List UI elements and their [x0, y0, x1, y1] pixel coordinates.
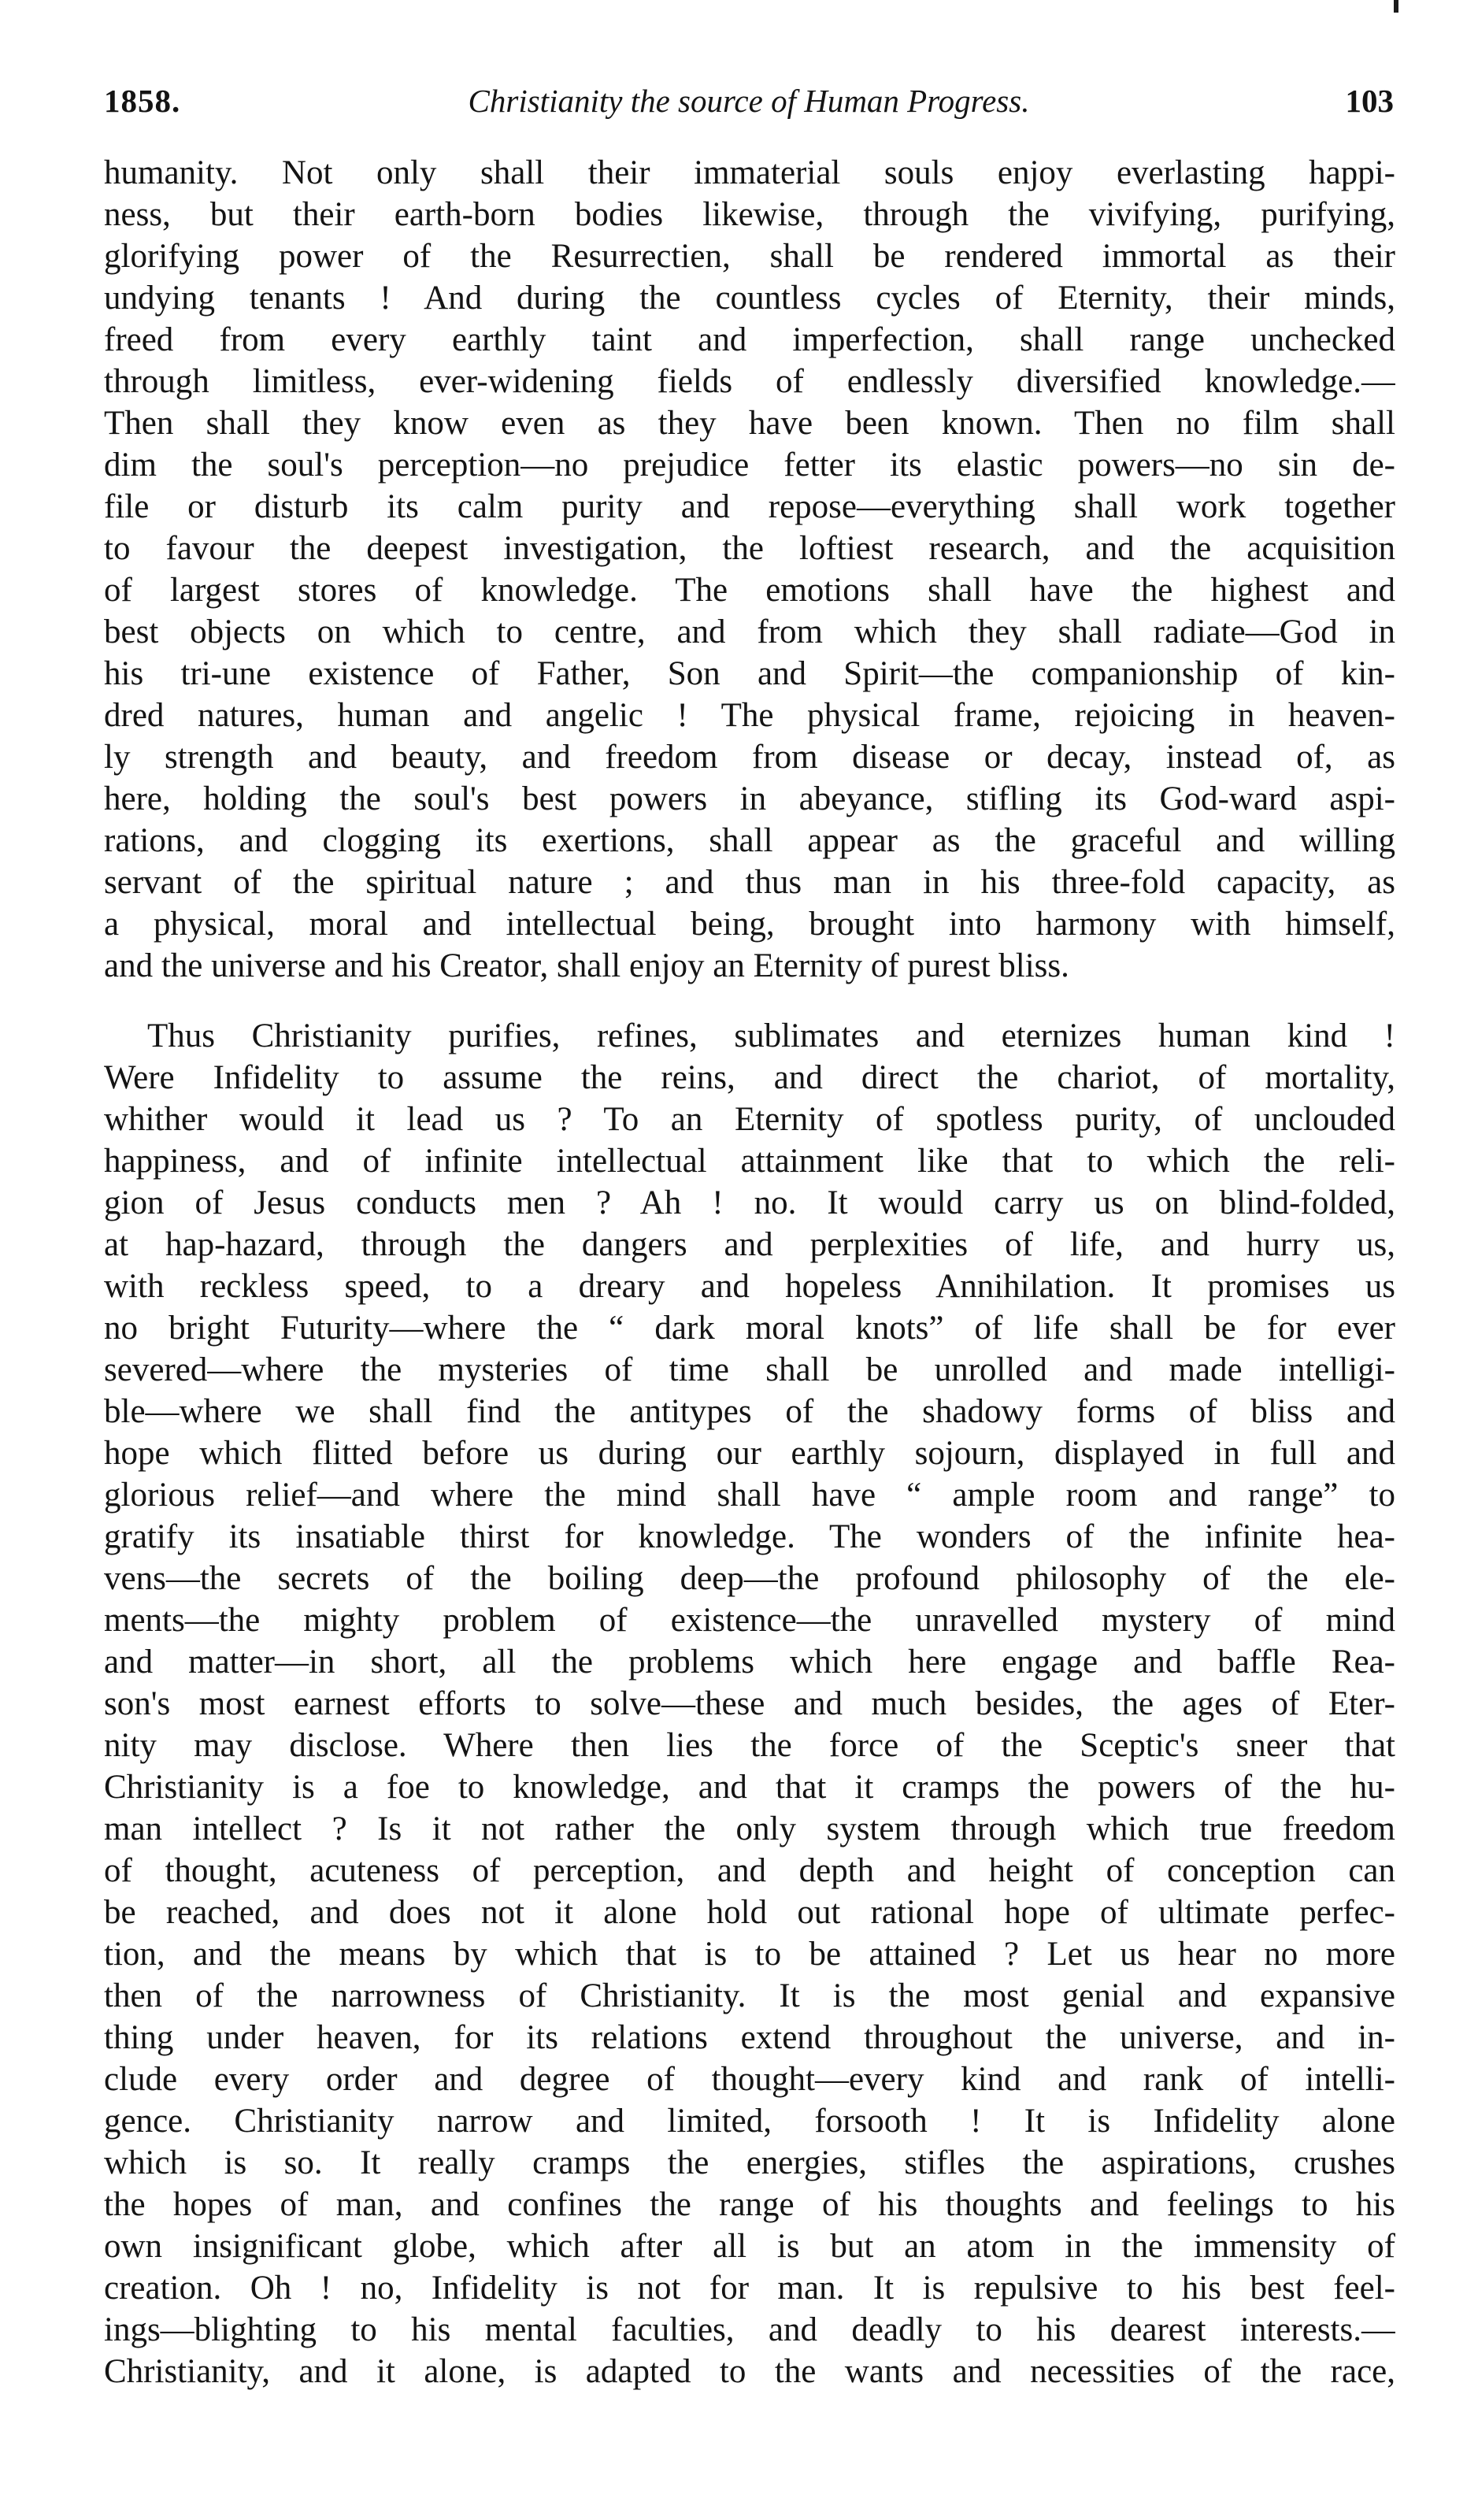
paragraph — [104, 1015, 1395, 2392]
text-line: Thus Christianity purifies, refines, sublimates and eternizes human kind ! — [147, 1017, 1395, 1054]
text-line: no bright Futurity—where the “ dark moral knots” of life shall be for ever — [104, 1310, 1395, 1347]
header-title: Christianity the source of Human Progress. — [468, 83, 1030, 119]
text-line: Christianity, and it alone, is adapted to the wants and necessities of the race, — [104, 2353, 1395, 2390]
text-line: happiness, and of infinite intellectual attainment like that to which the reli- — [104, 1143, 1395, 1180]
text-line: which is so. It really cramps the energies, stifles the aspirations, crushes — [104, 2144, 1395, 2181]
page-body — [104, 152, 1395, 2392]
text-line: ments—the mighty problem of existence—the unravelled mystery of mind — [104, 1602, 1395, 1639]
text-line: glorious relief—and where the mind shall have “ ample room and range” to — [104, 1477, 1395, 1514]
text-line: ness, but their earth-born bodies likewise, through the vivifying, purifying, — [104, 196, 1395, 233]
text-line: thing under heaven, for its relations extend throughout the universe, and in- — [104, 2019, 1395, 2056]
text-line: then of the narrowness of Christianity. It is the most genial and expansive — [104, 1977, 1395, 2014]
paragraph-gap — [104, 987, 1395, 1015]
text-line: of largest stores of knowledge. The emotions shall have the highest and — [104, 572, 1395, 609]
running-header — [104, 77, 1394, 124]
text-line: gence. Christianity narrow and limited, forsooth ! It is Infidelity alone — [104, 2103, 1395, 2140]
header-year: 1858. — [104, 83, 181, 119]
text-line: freed from every earthly taint and imperfection, shall range unchecked — [104, 321, 1395, 358]
text-line: of thought, acuteness of perception, and depth and height of conception can — [104, 1852, 1395, 1889]
text-line: own insignificant globe, which after all is but an atom in the immensity of — [104, 2228, 1395, 2265]
text-line: here, holding the soul's best powers in abeyance, stifling its God-ward aspi- — [104, 780, 1395, 817]
text-line: glorifying power of the Resurrectien, shall be rendered immortal as their — [104, 238, 1395, 275]
text-line: creation. Oh ! no, Infidelity is not for man. It is repulsive to his best feel- — [104, 2270, 1395, 2307]
text-line: to favour the deepest investigation, the loftiest research, and the acquisition — [104, 530, 1395, 567]
text-line: vens—the secrets of the boiling deep—the profound philosophy of the ele- — [104, 1560, 1395, 1597]
text-line: be reached, and does not it alone hold out rational hope of ultimate perfec- — [104, 1894, 1395, 1931]
text-line: with reckless speed, to a dreary and hopeless Annihilation. It promises us — [104, 1268, 1395, 1305]
text-line: gion of Jesus conducts men ? Ah ! no. It would carry us on blind-folded, — [104, 1184, 1395, 1221]
text-line: whither would it lead us ? To an Eternity of spotless purity, of unclouded — [104, 1101, 1395, 1138]
text-line: severed—where the mysteries of time shall be unrolled and made intelligi- — [104, 1351, 1395, 1388]
text-line: rations, and clogging its exertions, shall appear as the graceful and willing — [104, 822, 1395, 859]
text-line: Christianity is a foe to knowledge, and that it cramps the powers of the hu- — [104, 1769, 1395, 1806]
text-line: ble—where we shall find the antitypes of the shadowy forms of bliss and — [104, 1393, 1395, 1430]
text-line: the hopes of man, and confines the range of his thoughts and feelings to his — [104, 2186, 1395, 2223]
text-line: ings—blighting to his mental faculties, and deadly to his dearest interests.— — [104, 2311, 1395, 2348]
text-line: his tri-une existence of Father, Son and Spirit—the companionship of kin- — [104, 655, 1395, 692]
paragraph — [104, 152, 1395, 987]
text-line: at hap-hazard, through the dangers and perplexities of life, and hurry us, — [104, 1226, 1395, 1263]
text-line: Then shall they know even as they have been known. Then no film shall — [104, 405, 1395, 442]
text-line: a physical, moral and intellectual being, brought into harmony with himself, — [104, 906, 1395, 943]
text-line: through limitless, ever-widening fields of endlessly diversified knowledge.— — [104, 363, 1395, 400]
text-line: Were Infidelity to assume the reins, and direct the chariot, of mortality, — [104, 1059, 1395, 1096]
text-line: best objects on which to centre, and from which they shall radiate—God in — [104, 613, 1395, 650]
text-line: and matter—in short, all the problems which here engage and baffle Rea- — [104, 1644, 1395, 1681]
text-line: man intellect ? Is it not rather the only system through which true freedom — [104, 1810, 1395, 1847]
print-mark — [1394, 0, 1398, 13]
text-line: nity may disclose. Where then lies the force of the Sceptic's sneer that — [104, 1727, 1395, 1764]
text-line: file or disturb its calm purity and repose—everything shall work together — [104, 488, 1395, 525]
text-line: servant of the spiritual nature ; and thus man in his three-fold capacity, as — [104, 864, 1395, 901]
text-line: son's most earnest efforts to solve—these and much besides, the ages of Eter- — [104, 1685, 1395, 1722]
text-line: hope which flitted before us during our earthly sojourn, displayed in full and — [104, 1435, 1395, 1472]
text-line: clude every order and degree of thought—every kind and rank of intelli- — [104, 2061, 1395, 2098]
text-line: undying tenants ! And during the countless cycles of Eternity, their minds, — [104, 280, 1395, 317]
text-line: dim the soul's perception—no prejudice fetter its elastic powers—no sin de- — [104, 447, 1395, 484]
text-line: dred natures, human and angelic ! The physical frame, rejoicing in heaven- — [104, 697, 1395, 734]
text-line: humanity. Not only shall their immaterial souls enjoy everlasting happi- — [104, 154, 1395, 191]
text-line: and the universe and his Creator, shall enjoy an Eternity of purest bliss. — [104, 947, 1069, 984]
text-line: ly strength and beauty, and freedom from disease or decay, instead of, as — [104, 739, 1395, 776]
text-line: gratify its insatiable thirst for knowledge. The wonders of the infinite hea- — [104, 1518, 1395, 1555]
text-line: tion, and the means by which that is to be attained ? Let us hear no more — [104, 1936, 1395, 1973]
page-number: 103 — [1345, 83, 1394, 119]
